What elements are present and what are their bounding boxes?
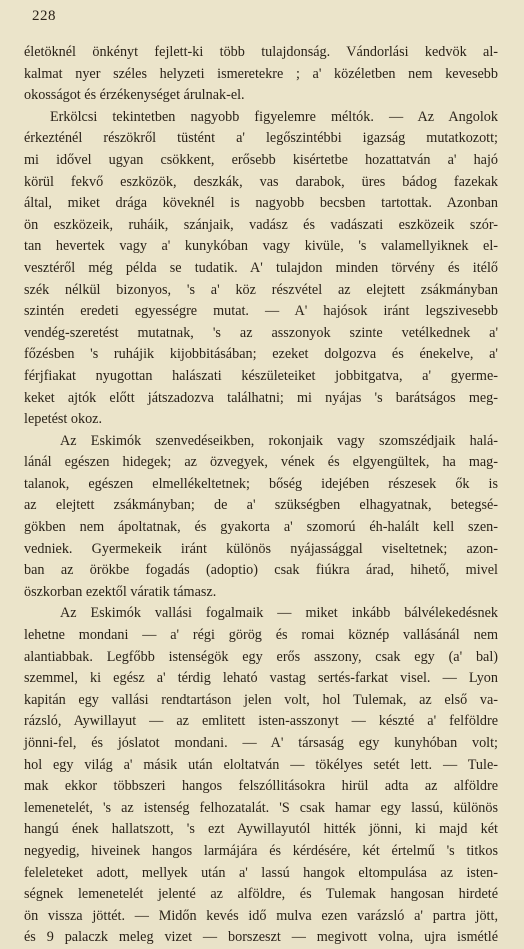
text-line: férjfiakat nyugottan halászati készületeiket jobbitgatva, a' gyerme- [24, 367, 498, 384]
page-number: 228 [32, 8, 56, 24]
text-line: ségnek lemenetelét jelenté az alföldre, és Tulemak hangosan hirdeté [24, 886, 498, 903]
text-line: negyedig, hiveinek hangos larmájára és kérdésére, két értelmű 's titkos [24, 842, 498, 859]
text-line: feleleteket adott, mellyek után a' lassú hangok eltompulása az isten- [24, 864, 498, 881]
text-line: és 9 palaczk meleg vizet — borszeszt — megivott volna, ujra ismétlé [24, 929, 498, 946]
text-line: vedniek. Gyermekeik iránt különös nyájassággal viseltetnek; azon- [24, 540, 498, 557]
text-line: kapitán egy vallási rendtartáson jelen volt, hol Tulemak, az első va- [24, 691, 498, 708]
text-line: szék nélkül bizonyos, 's a' köz részvétel az elejtett zsákmányban [24, 281, 498, 298]
text-line: keket ajtók előtt játszadozva találhatni; mi nyájas 's barátságos meg- [24, 389, 498, 406]
text-line: körül fekvő eszközök, deszkák, vas darabok, üres bádog fazekak [24, 173, 498, 190]
text-line: okosságot és érzékenységet árulnak-el. [24, 87, 245, 104]
text-line: Erkölcsi tekintetben nagyobb figyelemre méltók. — Az Angolok [50, 108, 498, 125]
text-line: vendég-szeretést mutatnak, 's az asszonyok szinte vetélkednek a' [24, 324, 498, 341]
text-line: ön eszközeik, ruháik, szánjaik, vadász és vadászati eszközeik szór- [24, 216, 498, 233]
text-line: lehetne mondani — a' régi görög és romai köznép vallásánál nem [24, 627, 498, 644]
text-line: alantiabbak. Legfőbb istenségök egy erős asszony, csak egy (a' bal) [24, 648, 498, 665]
text-line: érkezténél részökről tüstént a' legőszintébbi igazság mutatkozott; [24, 130, 498, 147]
text-line: hangú ének hallatszott, 's ezt Aywillayutól hitték jönni, ki majd két [24, 821, 498, 838]
text-line: Az Eskimók szenvedéseikben, rokonjaik vagy szomszédjaik halá- [60, 432, 498, 449]
text-line: mak ekkor többszeri hangos felszóllitásokra hirül adta az alföldre [24, 778, 498, 795]
text-line: ön vissza jöttét. — Midőn kevés idő mulva ezen varázsló a' partra jött, [24, 907, 498, 924]
text-line: talanok, egészen elmellékeltetnek; bőség idejében részesek ők is [24, 475, 498, 492]
text-line: öszkorban ezektől váratik támasz. [24, 583, 217, 600]
paragraph [24, 603, 498, 949]
paragraph [24, 107, 498, 431]
text-line: ban az örökbe fogadás (adoptio) csak fiúkra árad, hihető, mivel [24, 562, 498, 579]
page-body [24, 42, 498, 949]
text-line: életöknél önkényt fejlett-ki több tulajdonság. Vándorlási kedvök al- [24, 44, 498, 60]
text-line: hol egy világ a' másik után eloltatván — tökélyes setét lett. — Tule- [24, 756, 498, 773]
text-line: lepetést okoz. [24, 411, 103, 428]
text-line: jönni-fel, és jóslatot mondani. — A' társaság egy kunyhóban volt; [24, 735, 498, 751]
text-line: szemmel, ki egész a' térdig leható vastag sertés-farkat visel. — Lyon [24, 670, 498, 687]
text-line: mi idővel ugyan csökkent, erősebb kisértetbe hozattatván a' hajó [24, 151, 498, 168]
text-line: rázsló, Aywillayut — az emlitett isten-asszonyt — készté a' felföldre [24, 713, 498, 730]
text-line: kalmat nyer széles helyzeti ismeretekre ; a' közéletben nem kevesebb [24, 65, 498, 82]
text-line: lánál egészen hidegek; az özvegyek, vének és elgyengültek, ha mag- [24, 454, 498, 471]
text-line: gökben nem ápoltatnak, és gyakorta a' szomorú éh-halált kell szen- [24, 519, 498, 536]
paragraph [24, 42, 498, 107]
text-line: tan hevertek vagy a' kunykóban vagy kivüle, 's valamellyiknek el- [24, 238, 498, 255]
paragraph [24, 431, 498, 604]
text-line: által, miket drága köveknél is nagyobb becsben tartottak. Azonban [24, 195, 498, 212]
text-line: főzésben 's ruhájik kijobbitásában; ezeket dolgozva és énekelve, a' [24, 346, 498, 363]
text-line: szintén eredeti egyességre mutat. — A' hajósok iránt legszivesebb [24, 303, 498, 320]
text-line: az elejtett zsákmányban; de a' szükségben elhagyatnak, betegsé- [24, 497, 498, 514]
text-line: lemenetelét, 's az istenség felhozatalát. 'S csak hamar egy lassú, különös [24, 799, 498, 816]
text-line: vesztéről még példa se tudatik. A' tulajdon minden törvény és itélő [24, 259, 498, 276]
text-line: Az Eskimók vallási fogalmaik — miket inkább bálvélekedésnek [60, 605, 498, 622]
